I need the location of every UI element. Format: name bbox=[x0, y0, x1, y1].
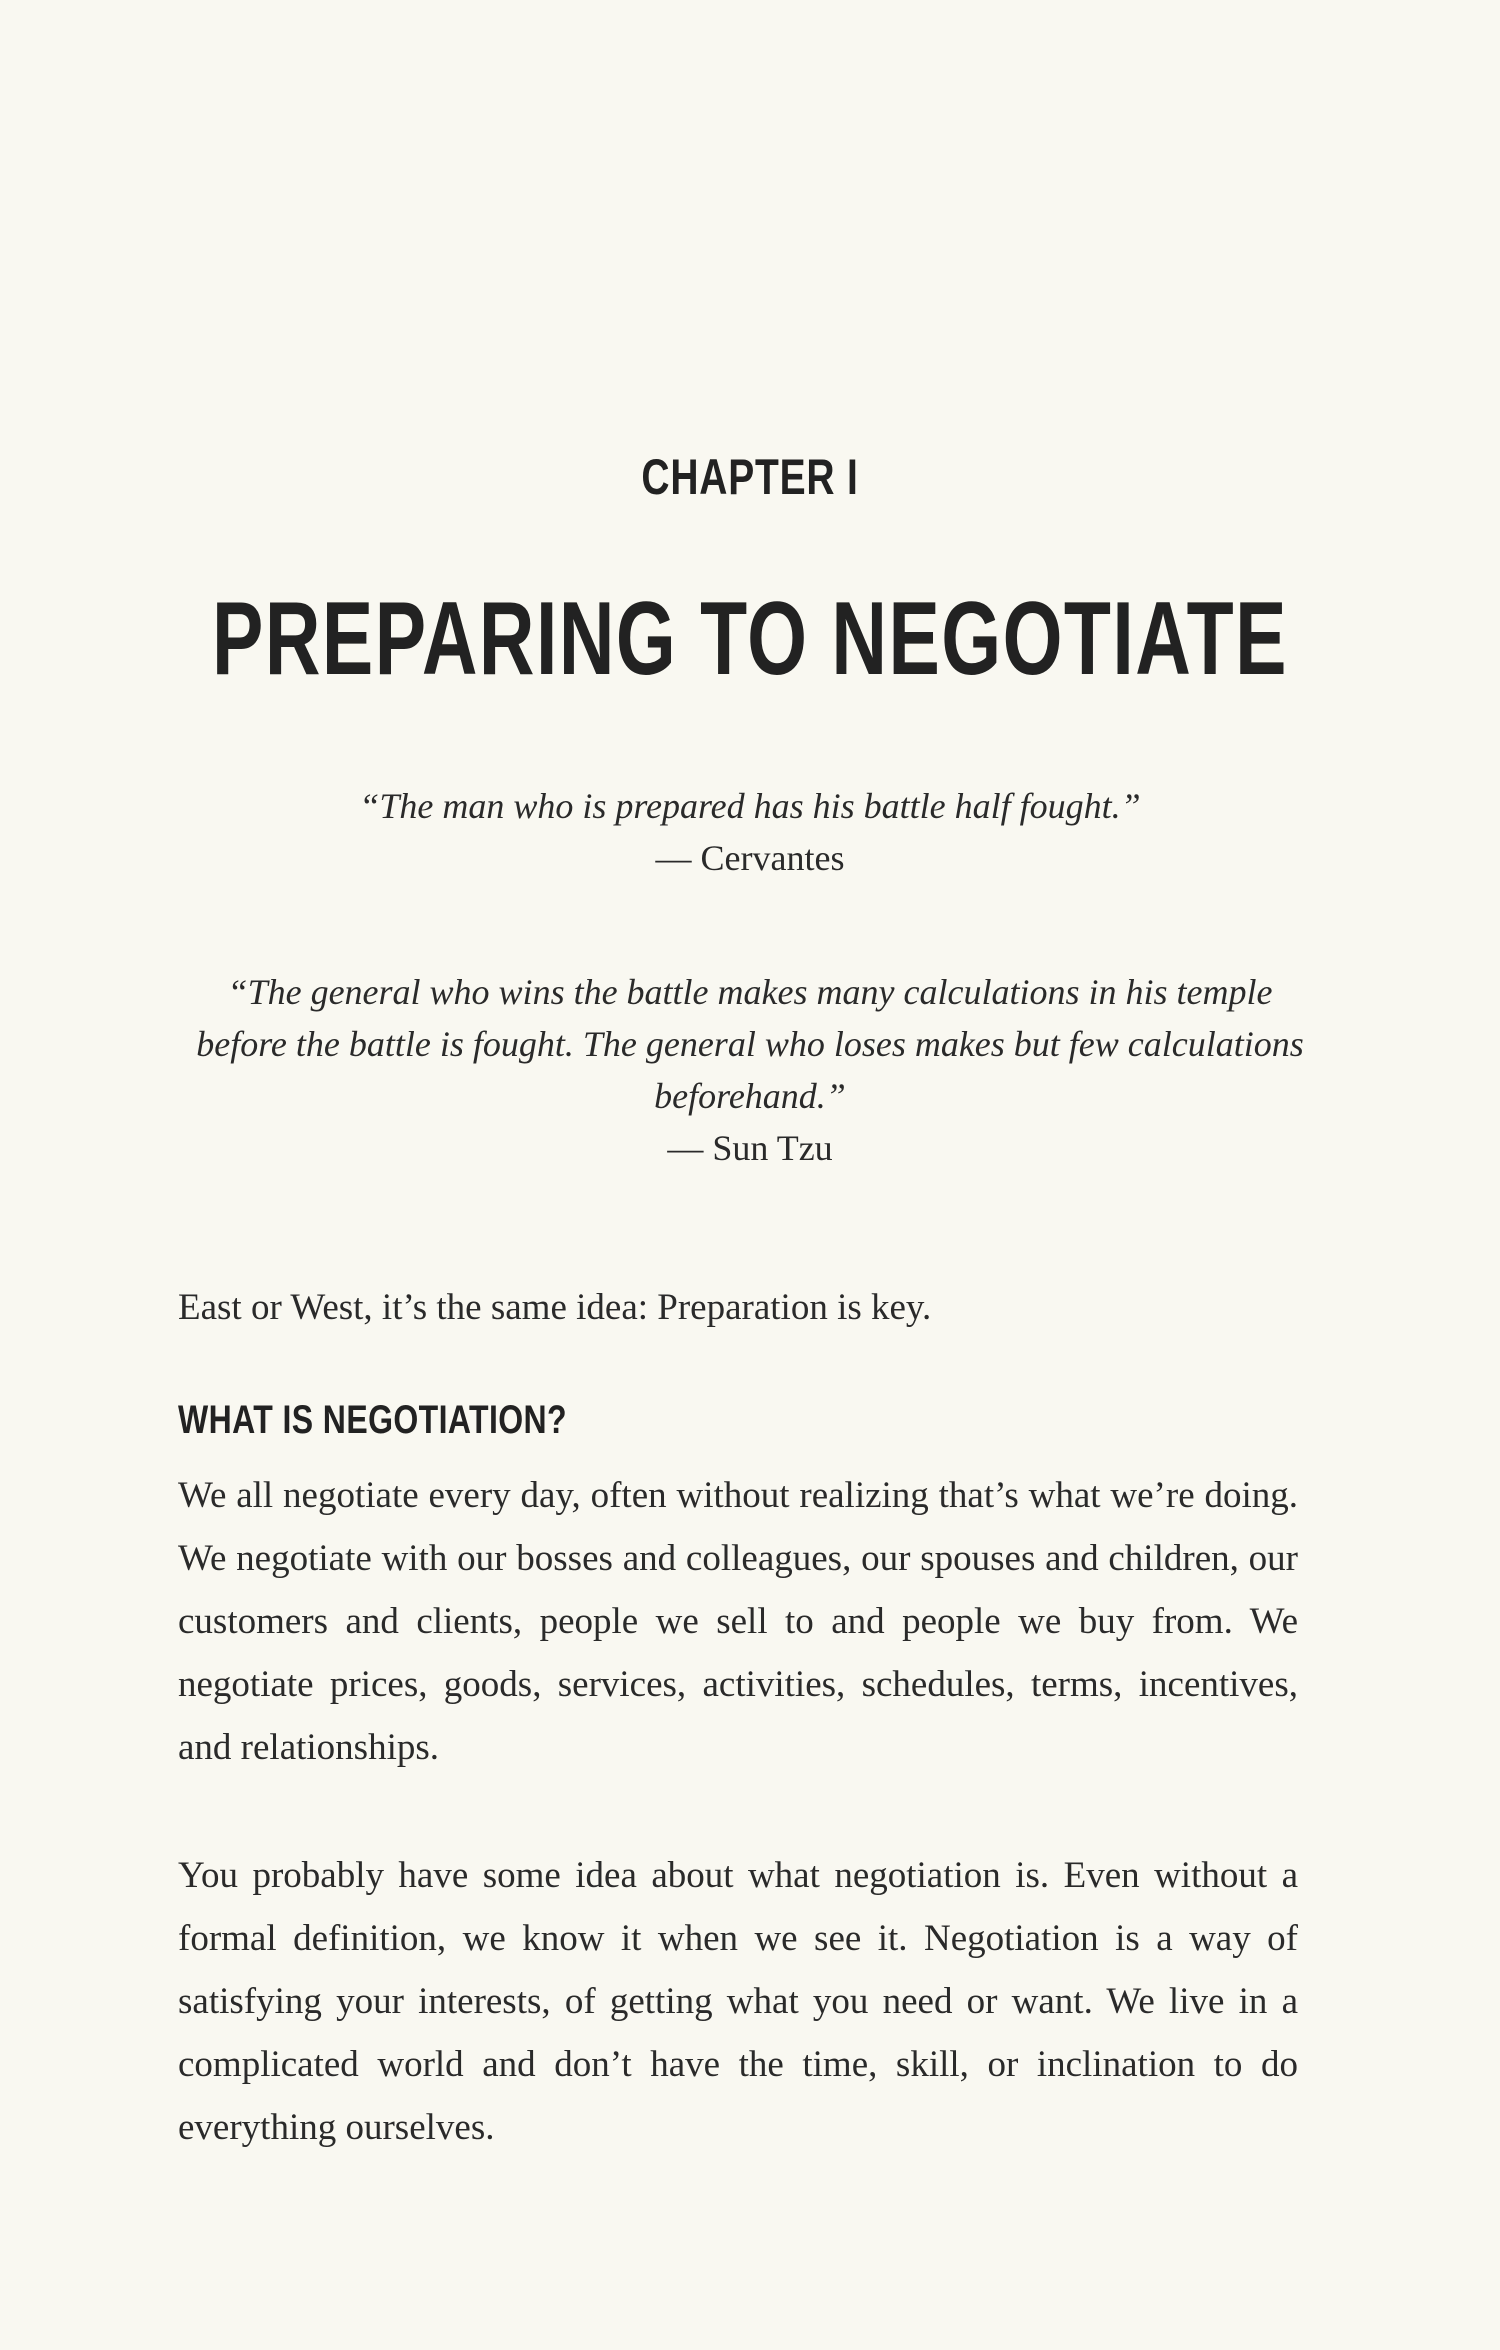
chapter-title: PREPARING TO NEGOTIATE bbox=[212, 581, 1288, 697]
section-heading: WHAT IS NEGOTIATION? bbox=[178, 1398, 567, 1442]
epigraph-cervantes bbox=[0, 780, 1500, 884]
body-paragraph: We all negotiate every day, often without realizing that’s what we’re doing. We negotiate with our bosses and colleagues, our spouses and children, our customers and clients, people we sell to and people we buy from. We negotiate prices, goods, services, activities, schedules, terms, incentives, and relationships. bbox=[178, 1475, 1298, 1768]
chapter-label: CHAPTER I bbox=[641, 449, 859, 505]
epigraph-sun-tzu bbox=[0, 966, 1500, 1174]
epigraph-attribution: — Cervantes bbox=[655, 838, 845, 878]
body-paragraph: You probably have some idea about what negotiation is. Even without a formal definition, we know it when we see it. Negotiation is a way of satisfying your interests, of getting what you need or want. We live in a complicated world and don’t have the time, skill, or inclination to do everything ourselves. bbox=[178, 1855, 1298, 2148]
epigraph-quote: “The man who is prepared has his battle half fought.” bbox=[359, 786, 1141, 826]
intro-line: East or West, it’s the same idea: Preparation is key. bbox=[178, 1287, 932, 1328]
epigraph-quote: “The general who wins the battle makes many calculations in his temple before the battle is fought. The general who loses makes but few calculations beforehand.” bbox=[196, 972, 1304, 1116]
epigraph-attribution: — Sun Tzu bbox=[667, 1128, 833, 1168]
